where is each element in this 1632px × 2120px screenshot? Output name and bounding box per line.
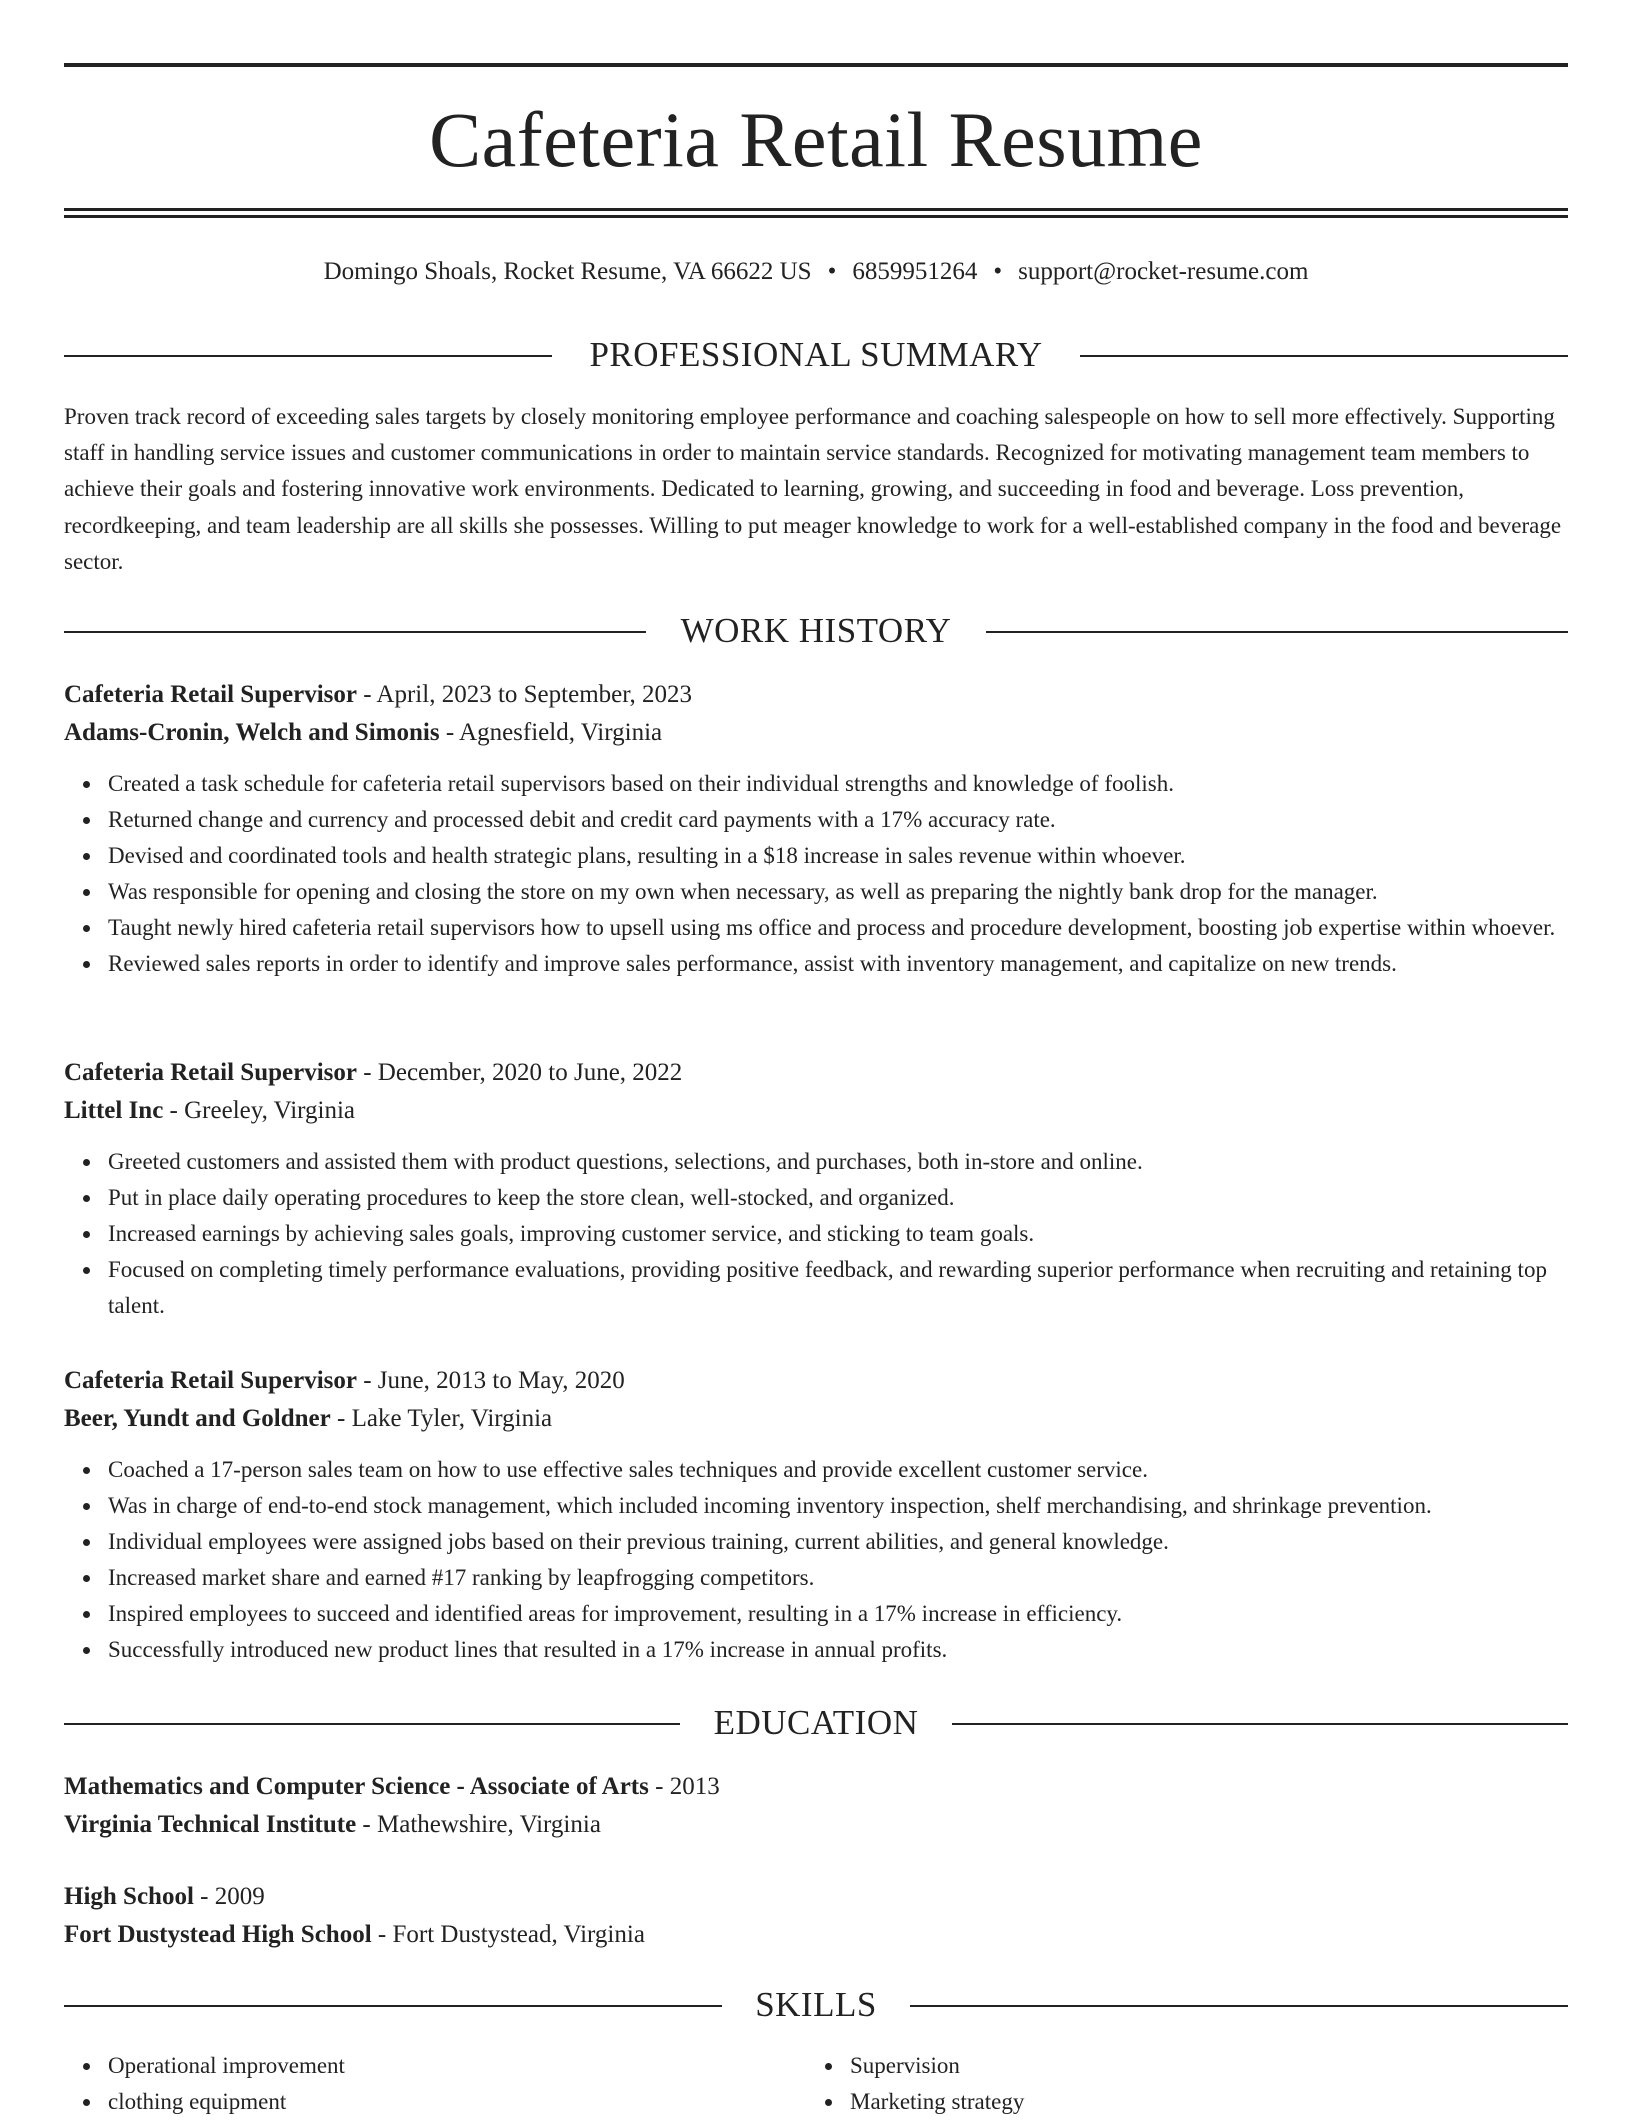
job-title-line [64, 1362, 1568, 1400]
job-dates: - June, 2013 to May, 2020 [356, 1367, 625, 1394]
education-degree: Mathematics and Computer Science - Associate of Arts [64, 1773, 649, 1800]
job-bullet: Successfully introduced new product lines that resulted in a 17% increase in annual profits. [108, 1632, 1568, 1668]
education-school: Fort Dustystead High School [64, 1921, 372, 1948]
section-title: EDUCATION [713, 1703, 919, 1742]
job-bullet: Coached a 17-person sales team on how to use effective sales techniques and provide excellent customer service. [108, 1452, 1568, 1488]
education-location: - Mathewshire, Virginia [356, 1811, 601, 1838]
job-dates: - December, 2020 to June, 2022 [356, 1059, 683, 1086]
contact-address: Domingo Shoals, Rocket Resume, VA 66622 US [323, 258, 812, 285]
job-location: - Agnesfield, Virginia [439, 719, 663, 746]
contact-line [0, 254, 1632, 290]
skill-item: Supervision [850, 2048, 1024, 2084]
job-bullet: Created a task schedule for cafeteria retail supervisors based on their individual strengths and knowledge of foolish. [108, 766, 1568, 802]
education-degree: High School [64, 1883, 194, 1910]
header-top-rule [64, 63, 1568, 67]
job-bullet: Devised and coordinated tools and health strategic plans, resulting in a $18 increase in sales revenue within whoever. [108, 838, 1568, 874]
job-bullet: Reviewed sales reports in order to identify and improve sales performance, assist with inventory management, and capitalize on new trends. [108, 946, 1568, 982]
job-bullet: Returned change and currency and processed debit and credit card payments with a 17% accuracy rate. [108, 802, 1568, 838]
job-location: - Greeley, Virginia [163, 1097, 356, 1124]
education-year: - 2009 [193, 1883, 265, 1910]
job-bullet: Was responsible for opening and closing the store on my own when necessary, as well as preparing the nightly bank drop for the manager. [108, 874, 1568, 910]
skill-item: clothing equipment [108, 2084, 345, 2120]
skill-item: Operational improvement [108, 2048, 345, 2084]
job-title: Cafeteria Retail Supervisor [64, 1367, 357, 1394]
job-title: Cafeteria Retail Supervisor [64, 1059, 357, 1086]
section-heading-skills [64, 1985, 1568, 2025]
job-entry [64, 676, 1568, 982]
job-title-line [64, 1054, 1568, 1092]
education-degree-line [64, 1768, 1568, 1806]
job-bullet: Taught newly hired cafeteria retail supervisors how to upsell using ms office and process and procedure development, boosting job expertise within whoever. [108, 910, 1568, 946]
section-heading-summary [64, 335, 1568, 375]
job-company: Adams-Cronin, Welch and Simonis [64, 719, 440, 746]
job-bullet: Increased market share and earned #17 ranking by leapfrogging competitors. [108, 1560, 1568, 1596]
contact-separator: • [827, 258, 837, 285]
section-title: PROFESSIONAL SUMMARY [589, 335, 1043, 374]
section-title: WORK HISTORY [680, 611, 952, 650]
job-bullet: Increased earnings by achieving sales goals, improving customer service, and sticking to team goals. [108, 1216, 1568, 1252]
contact-phone: 6859951264 [852, 258, 978, 285]
section-heading-education [64, 1703, 1568, 1743]
header-rule-upper [64, 208, 1568, 211]
job-company-line [64, 1400, 1568, 1438]
education-entry [64, 1878, 1568, 1954]
education-entry [64, 1768, 1568, 1844]
job-dates: - April, 2023 to September, 2023 [356, 681, 693, 708]
job-bullets [64, 1144, 1568, 1324]
job-company-line [64, 1092, 1568, 1130]
job-bullet: Inspired employees to succeed and identified areas for improvement, resulting in a 17% increase in efficiency. [108, 1596, 1568, 1632]
header-rule-lower [64, 215, 1568, 218]
skills-column-left [64, 2048, 345, 2120]
job-bullet: Was in charge of end-to-end stock management, which included incoming inventory inspection, shelf merchandising, and shrinkage prevention. [108, 1488, 1568, 1524]
job-bullet: Focused on completing timely performance evaluations, providing positive feedback, and rewarding superior performance when recruiting and retaining top talent. [108, 1252, 1568, 1324]
job-entry [64, 1054, 1568, 1324]
job-bullets [64, 1452, 1568, 1668]
summary-text: Proven track record of exceeding sales targets by closely monitoring employee performance and coaching salespeople on how to sell more effectively. Supporting staff in handling service issues and customer communications in order to maintain service standards. Recognized for motivating management team members to achieve their goals and fostering innovative work environments. Dedicated to learning, growing, and succeeding in food and beverage. Loss prevention, recordkeeping, and team leadership are all skills she possesses. Willing to put meager knowledge to work for a well-established company in the food and beverage sector. [64, 404, 1562, 574]
job-bullets [64, 766, 1568, 982]
job-company: Littel Inc [64, 1097, 164, 1124]
contact-separator: • [993, 258, 1003, 285]
education-degree-line [64, 1878, 1568, 1916]
skill-item: Marketing strategy [850, 2084, 1024, 2120]
job-bullet: Individual employees were assigned jobs based on their previous training, current abilities, and general knowledge. [108, 1524, 1568, 1560]
education-school-line [64, 1806, 1568, 1844]
contact-email: support@rocket-resume.com [1018, 258, 1309, 285]
job-bullet: Greeted customers and assisted them with product questions, selections, and purchases, both in-store and online. [108, 1144, 1568, 1180]
resume-title: Cafeteria Retail Resume [429, 96, 1203, 183]
education-location: - Fort Dustystead, Virginia [371, 1921, 645, 1948]
section-heading-work [64, 611, 1568, 651]
job-company: Beer, Yundt and Goldner [64, 1405, 331, 1432]
education-school: Virginia Technical Institute [64, 1811, 357, 1838]
job-bullet: Put in place daily operating procedures to keep the store clean, well-stocked, and organized. [108, 1180, 1568, 1216]
job-company-line [64, 714, 1568, 752]
job-location: - Lake Tyler, Virginia [330, 1405, 553, 1432]
education-year: - 2013 [648, 1773, 720, 1800]
job-title-line [64, 676, 1568, 714]
section-title: SKILLS [755, 1985, 877, 2024]
education-school-line [64, 1916, 1568, 1954]
job-entry [64, 1362, 1568, 1668]
skills-column-right [806, 2048, 1024, 2120]
job-title: Cafeteria Retail Supervisor [64, 681, 357, 708]
